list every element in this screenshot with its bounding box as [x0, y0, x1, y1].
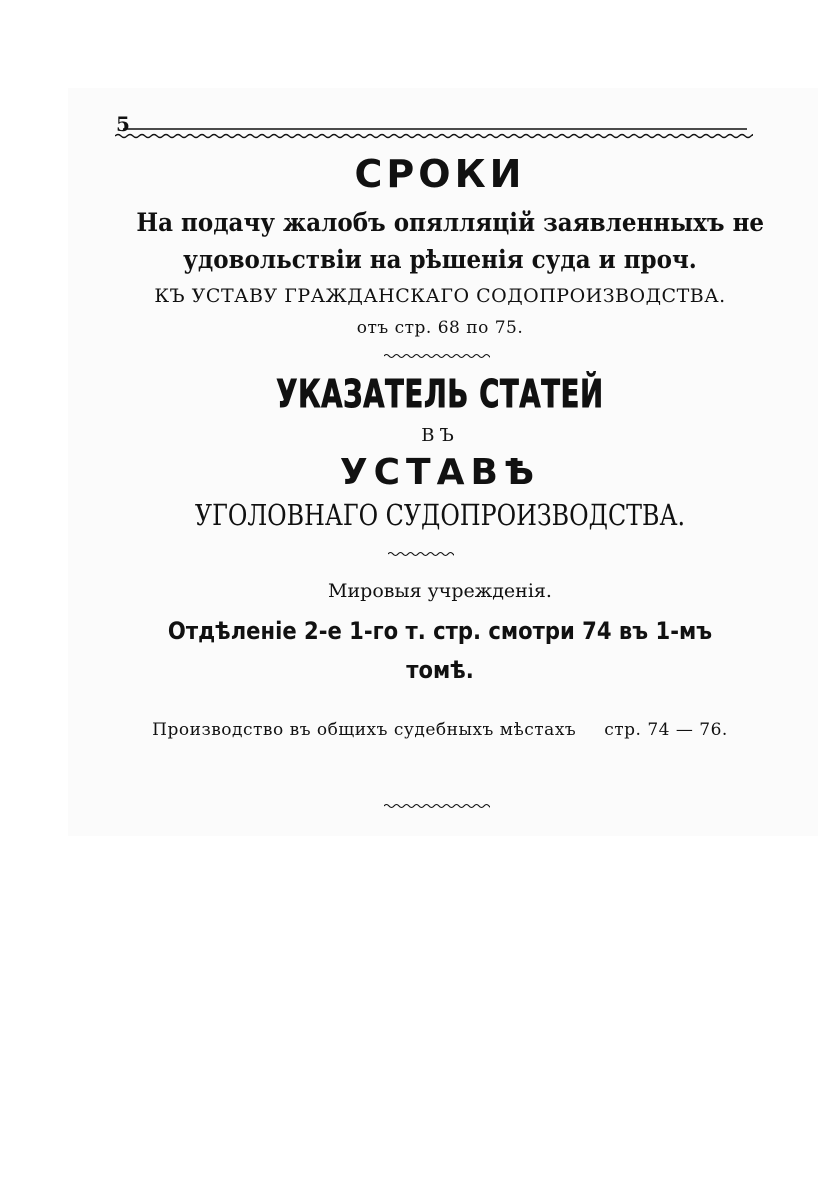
page-number: 5: [116, 112, 130, 136]
index-word-v: ВЪ: [421, 425, 459, 446]
otdelenie-line-1: Отдѣленіе 2-е 1-го т. стр. смотри 74 въ 1-мъ: [167, 617, 713, 645]
divider-squiggle-2: [388, 548, 454, 560]
heading-line-1: На подачу жалобъ опялляцій заявленныхъ не: [136, 208, 765, 237]
heading-line-2: удовольствіи на рѣшенія суда и проч.: [183, 245, 697, 274]
heading-line-3: КЪ УСТАВУ ГРАЖДАНСКАГО СОДОПРОИЗВОДСТВА.: [154, 285, 726, 307]
otdelenie-line-2: томѣ.: [406, 656, 474, 684]
index-title: УКАЗАТЕЛЬ СТАТЕЙ: [276, 372, 604, 416]
title-sroki: СРОКИ: [354, 152, 526, 196]
divider-squiggle-1: [384, 350, 490, 362]
header-wavy-rule: [115, 126, 753, 144]
proizvodstvo-pages: стр. 74 — 76.: [604, 720, 728, 740]
index-ustav: УСТАВѢ: [339, 452, 541, 493]
index-subtitle: УГОЛОВНАГО СУДОПРОИЗВОДСТВА.: [194, 498, 686, 532]
proizvodstvo-line: [110, 720, 770, 740]
divider-squiggle-3: [384, 800, 490, 812]
heading-page-range: отъ стр. 68 по 75.: [356, 318, 524, 338]
proizvodstvo-text: Производство въ общихъ судебныхъ мѣстахъ: [152, 720, 577, 740]
section-mirovye: Мировыя учрежденія.: [328, 580, 552, 602]
